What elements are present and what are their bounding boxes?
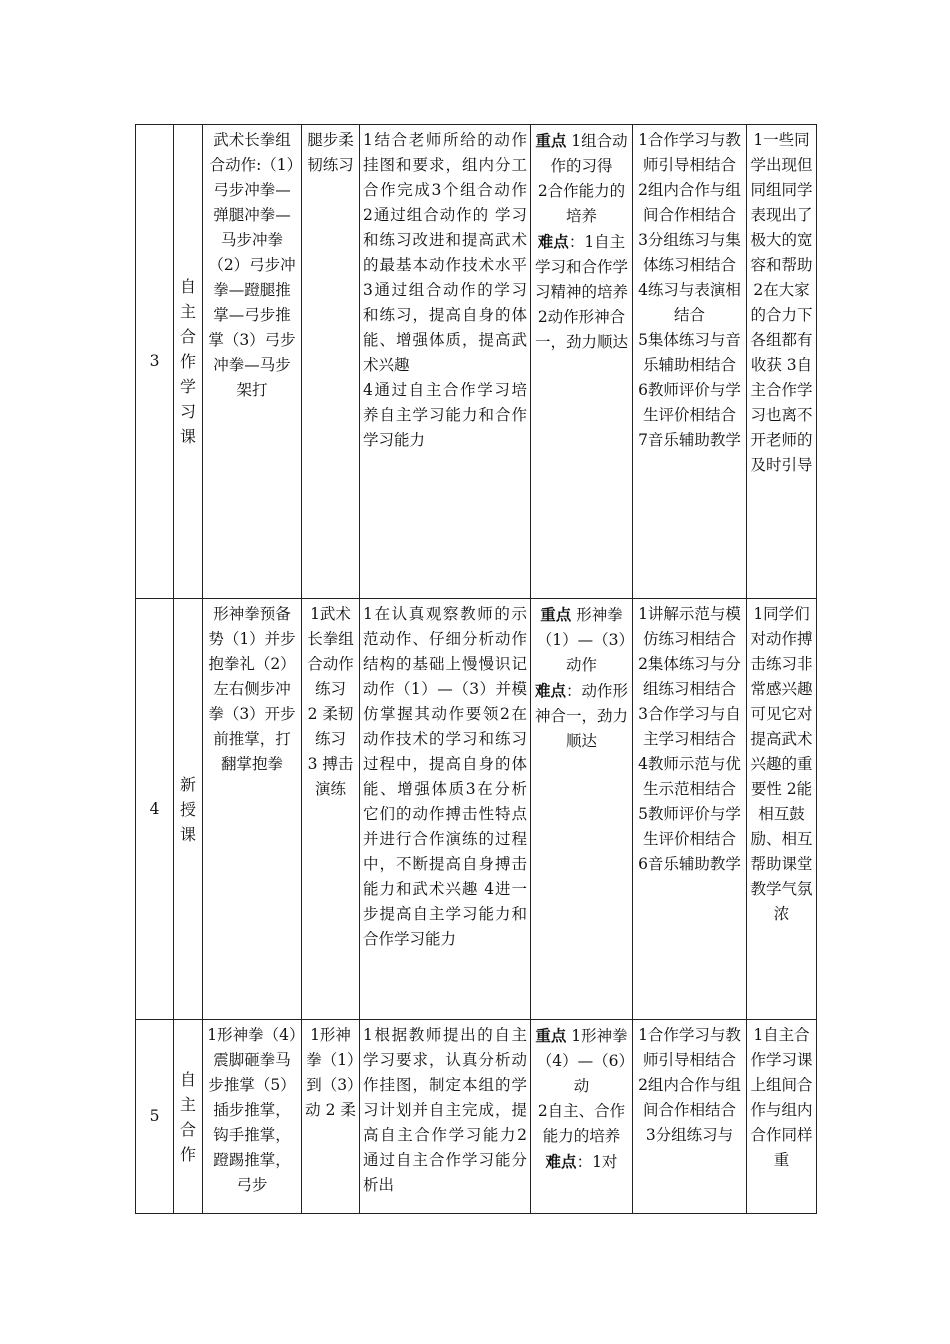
- key-text: 1组合动作的习得 2合作能力的培养: [537, 132, 628, 225]
- teaching-methods: 1合作学习与教师引导相结合 2组内合作与组间合作相结合 3分组练习与: [633, 1020, 747, 1214]
- key-difficulty: [531, 599, 633, 1020]
- row-number: 3: [136, 125, 174, 599]
- practice-content: 腿步柔韧练习: [302, 125, 360, 599]
- teaching-methods: 1合作学习与教师引导相结合 2组内合作与组间合作相结合 3分组练习与集体练习相结合 4练习与表演相结合 5集体练习与音乐辅助相结合 6教师评价与学生评价相结合 7音乐辅助教学: [633, 125, 747, 599]
- reflection: 1一些同学出现但同组同学表现出了极大的宽容和帮助2在大家的合力下各组都有收获 3自主合作学习也离不开老师的及时引导: [747, 125, 817, 599]
- difficulty-label: 难点: [534, 681, 566, 700]
- lesson-type: [174, 125, 203, 599]
- key-label: 重点: [535, 131, 567, 150]
- key-label: 重点: [535, 1026, 567, 1045]
- teaching-goals: 1结合老师所给的动作挂图和要求，组内分工合作完成3个组合动作 2通过组合动作的 学习和练习改进和提高武术的最基本动作技术水平 3通过组合动作的学习和练习，提高自身的体能、增强体质，提高武术兴趣 4通过自主合作学习培养自主学习能力和合作学习能力: [360, 125, 531, 599]
- difficulty-text: ：动作形神合一，劲力顺达: [534, 682, 629, 750]
- teaching-content: 1形神拳（4）震脚砸拳马步推掌（5）插步推掌，钩手推掌，蹬踢推掌，弓步: [203, 1020, 302, 1214]
- row-number: 4: [136, 599, 174, 1020]
- practice-content: 1武术长拳组合动作练习 2 柔韧练习 3 搏击演练: [302, 599, 360, 1020]
- reflection: 1自主合作学习课上组间合作与组内合作同样重: [747, 1020, 817, 1214]
- table-row: [136, 1020, 817, 1214]
- teaching-content: 武术长拳组合动作:（1）弓步冲拳—弹腿冲拳—马步冲拳（2）弓步冲拳—蹬腿推掌—弓步推掌（3）弓步冲拳—马步架打: [203, 125, 302, 599]
- teaching-methods: 1讲解示范与模仿练习相结合 2集体练习与分组练习相结合 3合作学习与自主学习相结合 4教师示范与优生示范相结合 5教师评价与学生评价相结合 6音乐辅助教学: [633, 599, 747, 1020]
- key-text: 1形神拳（4）—（6）动 2自主、合作能力的培养: [536, 1027, 628, 1145]
- table-row: [136, 125, 817, 599]
- key-label: 重点: [540, 605, 572, 624]
- teaching-goals: 1根据教师提出的自主学习要求，认真分析动作挂图，制定本组的学习计划并自主完成，提高自主合作学习能力2通过自主合作学习能分析出: [360, 1020, 531, 1214]
- lesson-type: [174, 1020, 203, 1214]
- lesson-type-text: 自主合作学习课: [179, 277, 196, 446]
- difficulty-text: ：1自主学习和合作学习精神的培养2动作形神合一，劲力顺达: [534, 233, 628, 351]
- lesson-plan-table: [135, 124, 817, 1214]
- teaching-content: 形神拳预备势（1）并步抱拳礼（2）左右侧步冲拳（3）开步前推掌，打翻掌抱拳: [203, 599, 302, 1020]
- practice-content: 1形神拳（1）到（3）动 2 柔: [302, 1020, 360, 1214]
- lesson-type: [174, 599, 203, 1020]
- key-difficulty: [531, 1020, 633, 1214]
- key-text: 形神拳（1）—（3）动作: [536, 606, 627, 674]
- table-row: [136, 599, 817, 1020]
- difficulty-label: 难点: [537, 232, 569, 251]
- difficulty-label: 难点: [545, 1152, 577, 1171]
- lesson-type-text: 自主合作: [179, 1069, 196, 1164]
- difficulty-text: ：1对: [576, 1153, 618, 1171]
- row-number: 5: [136, 1020, 174, 1214]
- lesson-type-text: 新授课: [179, 774, 196, 844]
- reflection: 1同学们对动作搏击练习非常感兴趣可见它对提高武术兴趣的重要性 2能相互鼓励、相互帮助课堂教学气氛浓: [747, 599, 817, 1020]
- key-difficulty: [531, 125, 633, 599]
- teaching-goals: 1在认真观察教师的示范动作、仔细分析动作结构的基础上慢慢识记动作（1）—（3）并模仿掌握其动作要领2在动作技术的学习和练习过程中，提高自身的体能、增强体质3在分析它们的动作搏击性特点并进行合作演练的过程中，不断提高自身搏击能力和武术兴趣 4进一步提高自主学习能力和合作学习能力: [360, 599, 531, 1020]
